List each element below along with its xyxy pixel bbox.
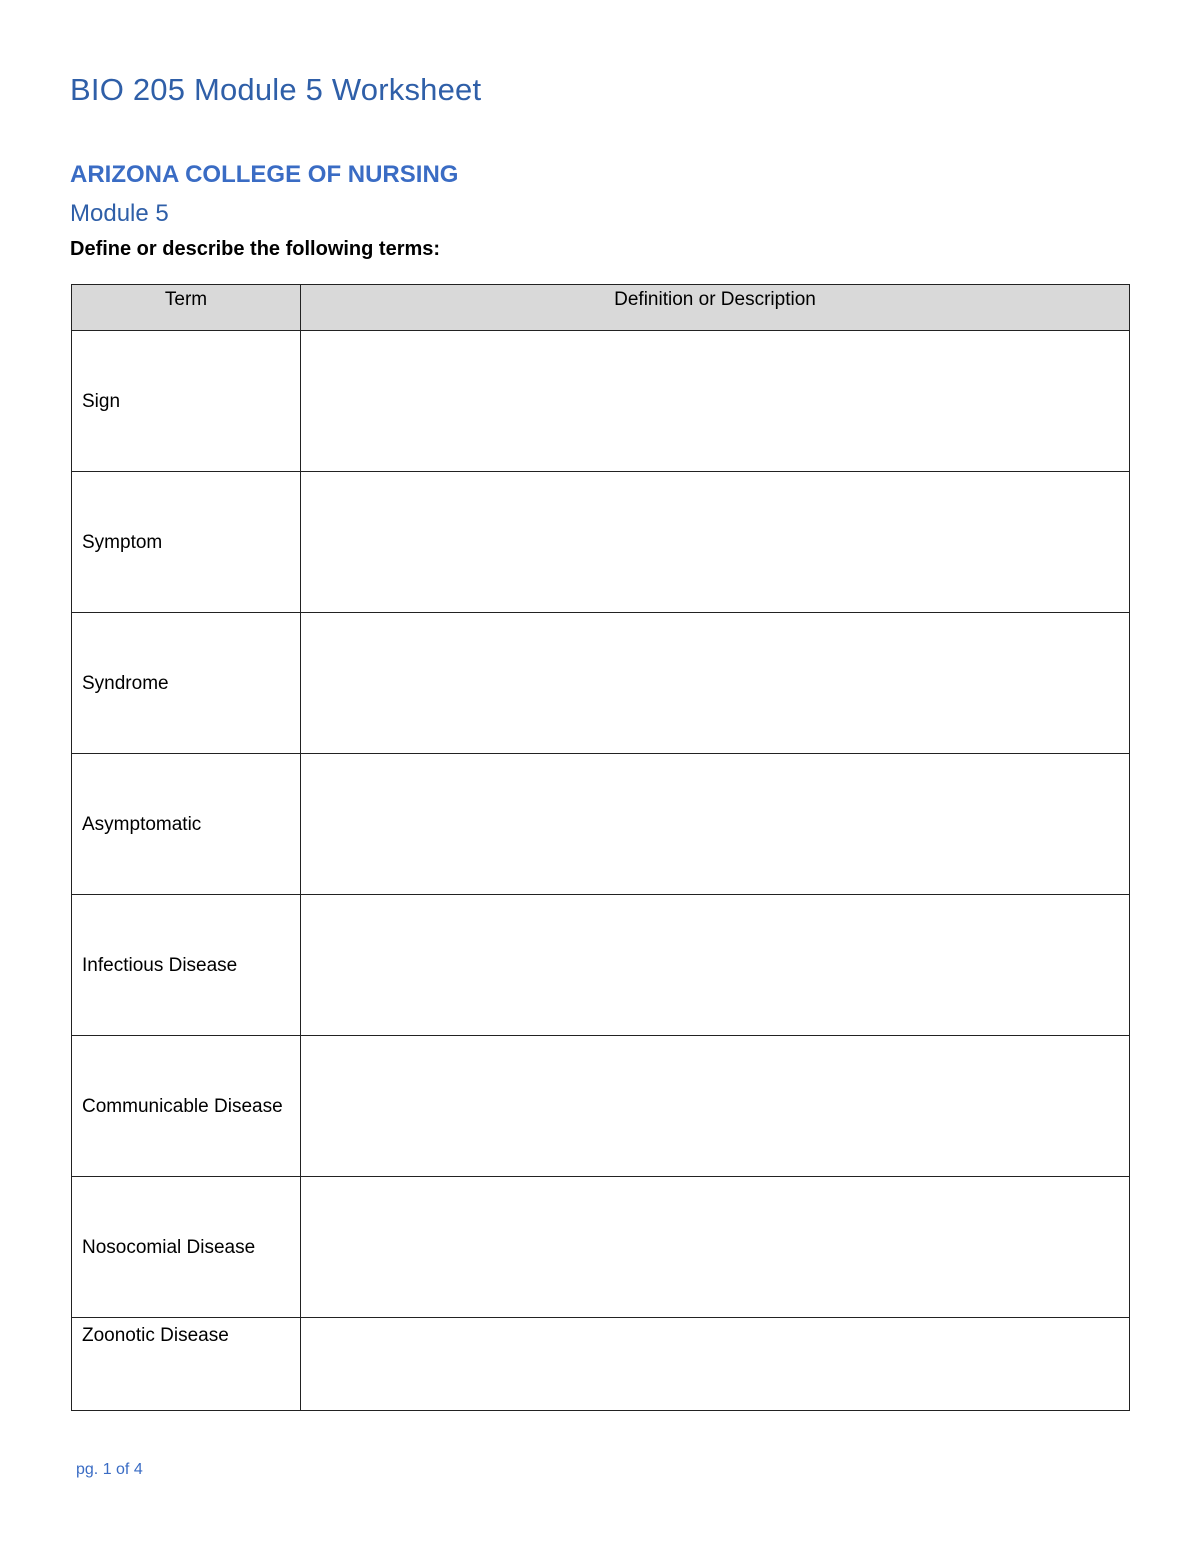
term-cell: Zoonotic Disease	[72, 1318, 301, 1411]
column-header-definition: Definition or Description	[301, 285, 1130, 331]
module-heading: Module 5	[70, 200, 169, 227]
definition-cell[interactable]	[301, 472, 1130, 613]
page-number: pg. 1 of 4	[76, 1461, 143, 1478]
term-cell: Nosocomial Disease	[72, 1177, 301, 1318]
table-row	[72, 895, 1130, 1036]
definition-cell[interactable]	[301, 1036, 1130, 1177]
document-title: BIO 205 Module 5 Worksheet	[70, 72, 482, 107]
definition-cell[interactable]	[301, 754, 1130, 895]
table-row	[72, 331, 1130, 472]
table-row	[72, 472, 1130, 613]
definition-cell[interactable]	[301, 895, 1130, 1036]
term-cell: Infectious Disease	[72, 895, 301, 1036]
terms-table	[71, 284, 1130, 1411]
instructions-text: Define or describe the following terms:	[70, 238, 441, 260]
term-cell: Communicable Disease	[72, 1036, 301, 1177]
table-row	[72, 1036, 1130, 1177]
table-row	[72, 1177, 1130, 1318]
term-cell: Syndrome	[72, 613, 301, 754]
organization-heading: ARIZONA COLLEGE OF NURSING	[70, 161, 459, 188]
term-cell: Asymptomatic	[72, 754, 301, 895]
definition-cell[interactable]	[301, 331, 1130, 472]
term-cell: Symptom	[72, 472, 301, 613]
definition-cell[interactable]	[301, 1177, 1130, 1318]
definition-cell[interactable]	[301, 613, 1130, 754]
table-row	[72, 1318, 1130, 1411]
table-row	[72, 754, 1130, 895]
table-header-row	[72, 285, 1130, 331]
definition-cell[interactable]	[301, 1318, 1130, 1411]
term-cell: Sign	[72, 331, 301, 472]
table-row	[72, 613, 1130, 754]
column-header-term: Term	[72, 285, 301, 331]
